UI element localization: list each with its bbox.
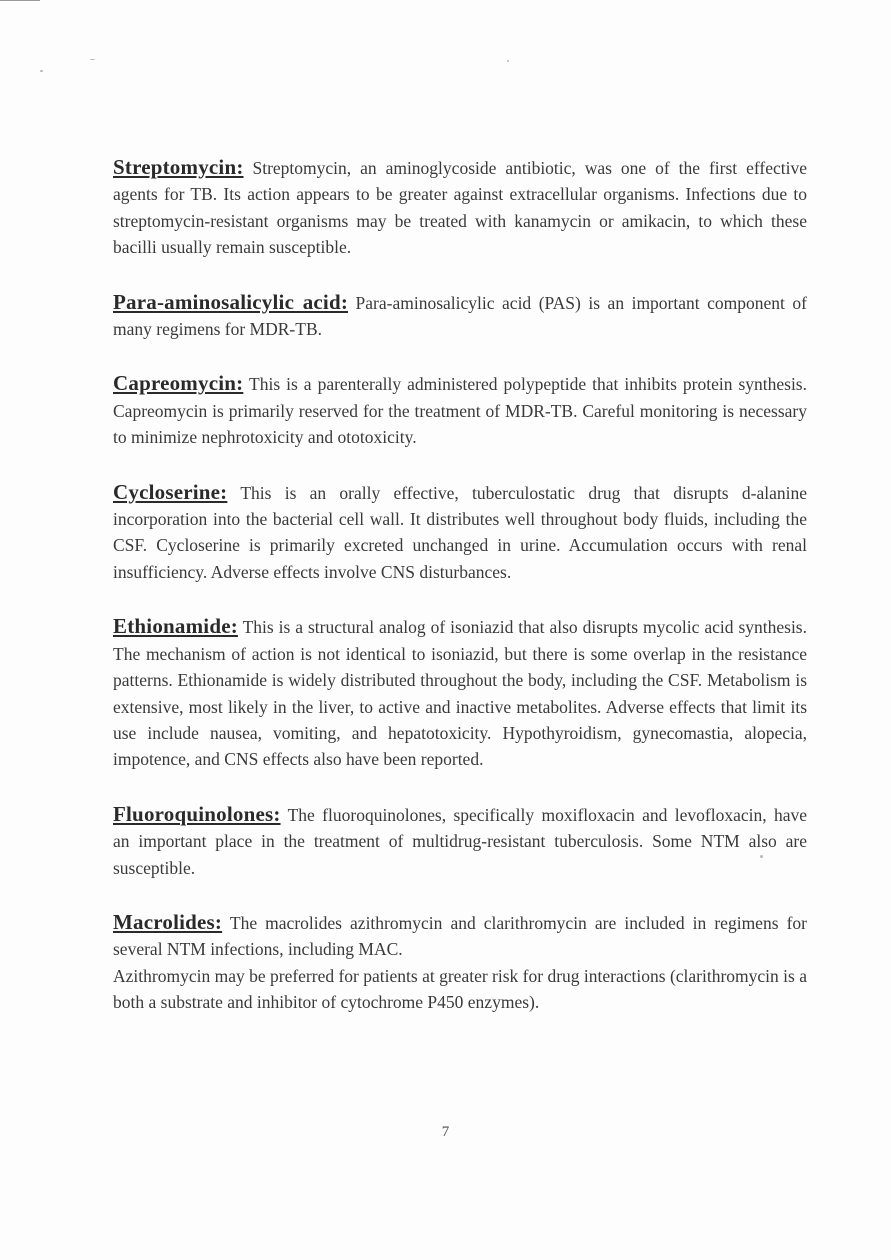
section-ethionamide xyxy=(113,613,807,772)
section-streptomycin xyxy=(113,154,807,261)
section-text: This is a parenterally administered polypeptide that inhibits protein synthesis. Capreomycin is primarily reserved for the treatment of MDR-TB. Careful monitoring is necessary to minimize nephrotoxicity and ototoxicity. xyxy=(113,374,807,448)
scan-speck xyxy=(90,59,95,60)
section-fluoroquinolones xyxy=(113,801,807,881)
section-heading: Ethionamide: xyxy=(113,614,238,639)
section-heading: Macrolides: xyxy=(113,909,223,934)
section-text: This is an orally effective, tuberculostatic drug that disrupts d-alanine incorporation into the bacterial cell wall. It distributes well throughout body fluids, including the CSF. Cycloserine is primarily excreted unchanged in urine. Accumulation occurs with renal insufficiency. Adverse effects involve CNS disturbances. xyxy=(113,482,807,582)
section-cycloserine xyxy=(113,479,807,586)
section-text: Para-aminosalicylic acid (PAS) is an important component of many regimens for MDR-TB. xyxy=(113,292,807,340)
scan-edge-mark xyxy=(0,0,40,1)
scan-speck xyxy=(507,60,509,62)
section-para-aminosalicylic-acid xyxy=(113,289,807,343)
section-heading: Fluoroquinolones: xyxy=(113,801,281,826)
section-macrolides-continuation: Azithromycin may be preferred for patients at greater risk for drug interactions (clarithromycin is a both a substrate and inhibitor of cytochrome P450 enzymes). xyxy=(113,965,807,1013)
section-text: Streptomycin, an aminoglycoside antibiotic, was one of the first effective agents for TB. Its action appears to be greater against extracellular organisms. Infections due to streptomycin-resistant organisms may be treated with kanamycin or amikacin, to which these bacilli usually remain susceptible. xyxy=(113,158,807,258)
section-heading: Cycloserine: xyxy=(113,479,228,504)
section-heading: Streptomycin: xyxy=(113,155,244,179)
section-macrolides xyxy=(113,909,807,963)
document-body xyxy=(113,154,807,1016)
scan-speck xyxy=(40,70,43,72)
section-text: The fluoroquinolones, specifically moxifloxacin and levofloxacin, have an important place in the treatment of multidrug-resistant tuberculosis. Some NTM also are susceptible. xyxy=(113,804,807,878)
section-heading: Para-aminosalicylic acid: xyxy=(113,289,349,314)
section-capreomycin xyxy=(113,370,807,450)
section-heading: Capreomycin: xyxy=(113,371,244,396)
page-number: 7 xyxy=(441,1124,450,1140)
section-text: The macrolides azithromycin and clarithromycin are included in regimens for several NTM infections, including MAC. xyxy=(113,912,807,960)
section-text: This is a structural analog of isoniazid that also disrupts mycolic acid synthesis. The mechanism of action is not identical to isoniazid, but there is some overlap in the resistance patterns. Ethionamide is widely distributed throughout the body, including the CSF. Metabolism is extensive, most likely in the liver, to active and inactive metabolites. Adverse effects that limit its use include nausea, vomiting, and hepatotoxicity. Hypothyroidism, gynecomastia, alopecia, impotence, and CNS effects also have been reported. xyxy=(113,617,807,770)
